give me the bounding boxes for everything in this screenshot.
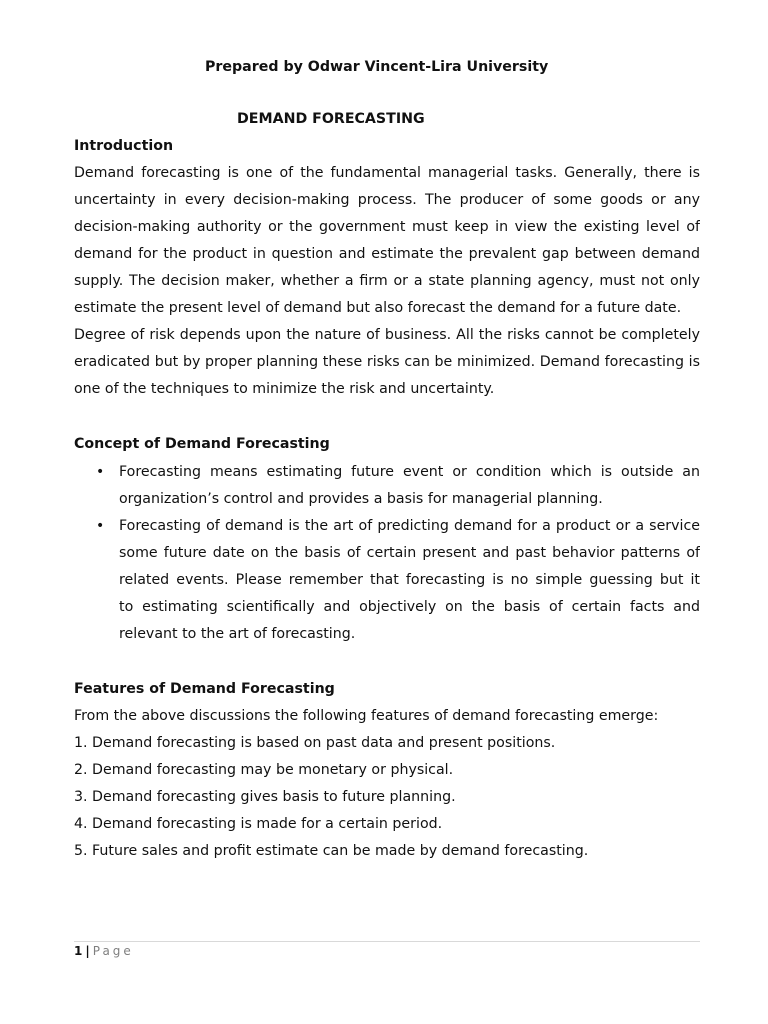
prepared-by-line: Prepared by Odwar Vincent-Lira University <box>205 59 549 75</box>
intro-p1-line: supply. The decision maker, whether a firm or a state planning agency, must not only <box>74 273 700 289</box>
feature-item: 3. Demand forecasting gives basis to future planning. <box>74 789 456 805</box>
feature-item: 1. Demand forecasting is based on past data and present positions. <box>74 735 556 751</box>
concept-heading: Concept of Demand Forecasting <box>74 436 330 452</box>
features-heading: Features of Demand Forecasting <box>74 681 335 697</box>
bullet-icon: • <box>96 464 105 480</box>
feature-item: 5. Future sales and profit estimate can be made by demand forecasting. <box>74 843 589 859</box>
feature-item: 4. Demand forecasting is made for a certain period. <box>74 816 443 832</box>
intro-p2-line: Degree of risk depends upon the nature of business. All the risks cannot be completely <box>74 327 700 343</box>
intro-p2-line: one of the techniques to minimize the risk and uncertainty. <box>74 381 495 397</box>
concept-bullet-list <box>74 459 700 648</box>
page-label: Page <box>92 944 134 958</box>
footer-divider <box>74 941 700 942</box>
feature-item: 2. Demand forecasting may be monetary or physical. <box>74 762 454 778</box>
intro-p1-line: uncertainty in every decision-making process. The producer of some goods or any <box>74 192 700 208</box>
bullet-item <box>74 513 700 648</box>
introduction-paragraph-2 <box>74 322 700 403</box>
bullet-line: some future date on the basis of certain present and past behavior patterns of <box>119 545 700 561</box>
page-number: 1 <box>74 944 83 958</box>
intro-p1-line: demand for the product in question and estimate the prevalent gap between demand <box>74 246 700 262</box>
bullet-line: relevant to the art of forecasting. <box>119 626 356 642</box>
intro-p1-line: decision-making authority or the government must keep in view the existing level of <box>74 219 700 235</box>
bullet-line: Forecasting means estimating future event or condition which is outside an <box>119 464 700 480</box>
bullet-line: related events. Please remember that forecasting is no simple guessing but it <box>119 572 700 588</box>
page-footer <box>74 942 134 960</box>
features-intro: From the above discussions the following features of demand forecasting emerge: <box>74 708 659 724</box>
document-title: DEMAND FORECASTING <box>237 111 425 127</box>
bullet-item <box>74 459 700 513</box>
bullet-icon: • <box>96 518 105 534</box>
bullet-line: Forecasting of demand is the art of predicting demand for a product or a service <box>119 518 700 534</box>
introduction-heading: Introduction <box>74 138 174 154</box>
intro-p2-line: eradicated but by proper planning these risks can be minimized. Demand forecasting is <box>74 354 700 370</box>
intro-p1-line: estimate the present level of demand but also forecast the demand for a future date. <box>74 300 682 316</box>
bullet-line: to estimating scientifically and objectively on the basis of certain facts and <box>119 599 700 615</box>
introduction-paragraph-1 <box>74 160 700 322</box>
intro-p1-line: Demand forecasting is one of the fundamental managerial tasks. Generally, there is <box>74 165 700 181</box>
page-separator: | <box>85 944 90 958</box>
bullet-line: organization’s control and provides a basis for managerial planning. <box>119 491 603 507</box>
